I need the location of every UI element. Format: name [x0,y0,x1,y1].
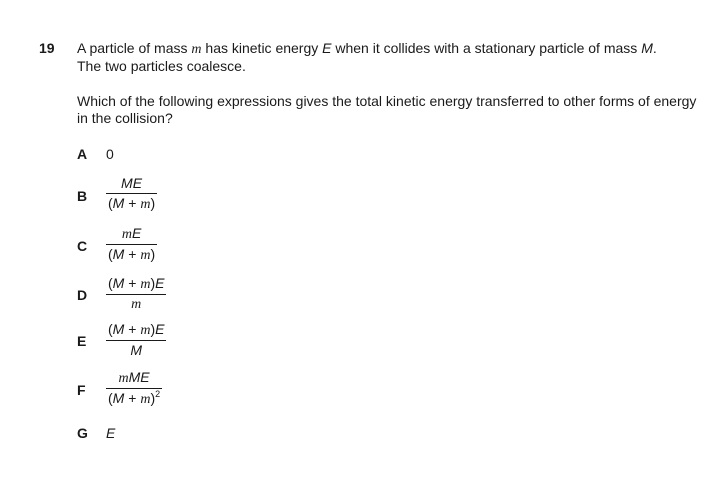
option-d-letter: D [77,287,88,303]
option-f-letter: F [77,382,86,398]
fraction-denominator: (M + m) [108,246,156,263]
fraction-numerator: ME [121,175,143,191]
option-e-letter: E [77,333,87,349]
question-prompt: Which of the following expressions gives the total kinetic energy transferred to other forms of energy in the collision? [77,93,697,126]
fraction-numerator: (M + m)E [108,275,165,292]
fraction-numerator: (M + m)E [108,321,165,338]
question-stem [77,40,697,75]
option-c-fraction [106,225,157,264]
option-a-letter: A [77,146,88,162]
stem-text: A particle of mass [77,40,192,56]
option-g-letter: G [77,425,88,441]
stem-text: has kinetic energy [201,40,323,56]
option-d-fraction [106,275,166,313]
option-b-letter: B [77,188,88,204]
stem-text: The two particles coalesce. [77,58,246,74]
option-b-fraction [106,175,157,213]
fraction-denominator: $(M + m)^2$ [108,389,161,407]
stem-text: when it collides with a stationary particle of mass [331,40,642,56]
question-number: 19 [39,40,55,56]
option-e-fraction [106,321,166,359]
stem-text: . [652,40,657,56]
var-M: M [641,40,653,56]
var-m: m [191,42,202,57]
option-a-value: 0 [106,146,114,162]
option-c-letter: C [77,238,88,254]
fraction-numerator: mE [121,225,142,242]
option-g-value: E [106,425,116,441]
var-E: E [322,40,332,56]
fraction-denominator: M [130,342,143,358]
fraction-denominator: m [131,297,142,312]
fraction-numerator: mME [118,369,150,386]
option-f-fraction [106,369,162,408]
fraction-denominator: (M + m) [108,195,156,212]
